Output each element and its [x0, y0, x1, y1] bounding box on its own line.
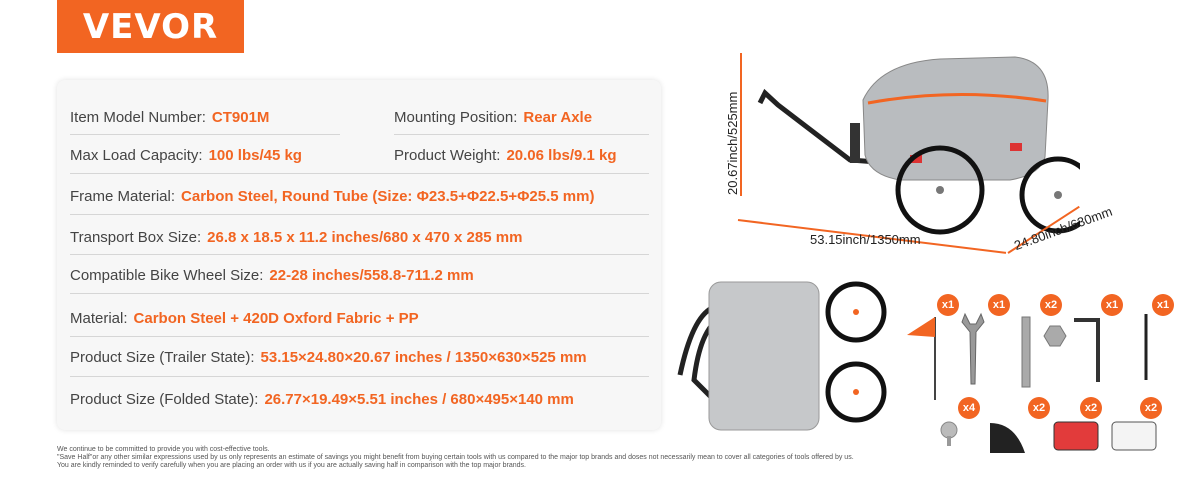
footnote-2: "Save Half"or any other similar expressions used by us only represents an estimate of savings you might benefit from buying certain tools with us compared to the major top brands and doses not necessarily mean to cover all categories of tools offered by us. [57, 454, 854, 461]
left-hub [936, 186, 944, 194]
hitch-bracket [850, 123, 860, 163]
spec-folded-size: Product Size (Folded State): 26.77×19.49×5.51 inches / 680×495×140 mm [70, 391, 574, 408]
right-hub [1054, 191, 1062, 199]
axle-pins-icon [1012, 312, 1072, 392]
width-dimension: 24.80inch/630mm [1012, 203, 1115, 254]
spec-box: Transport Box Size: 26.8 x 18.5 x 11.2 inches/680 x 470 x 285 mm [70, 229, 523, 246]
spec-frame: Frame Material: Carbon Steel, Round Tube (Size: Φ23.5+Φ22.5+Φ25.5 mm) [70, 188, 595, 205]
cargo-cover [863, 57, 1048, 180]
divider [70, 336, 649, 337]
spec-wheel: Compatible Bike Wheel Size: 22-28 inches/558.8-711.2 mm [70, 267, 474, 284]
qty-badge-mudguard: x2 [1028, 397, 1050, 419]
trailer-illustration [740, 45, 1080, 255]
logo-text: VEVOR [82, 6, 219, 47]
spec-mounting: Mounting Position: Rear Axle [394, 109, 593, 126]
height-line [740, 53, 742, 196]
divider [70, 134, 340, 135]
folded-wheel-top-hub [853, 309, 859, 315]
spec-material: Material: Carbon Steel + 420D Oxford Fabric + PP [70, 310, 419, 327]
spec-load: Max Load Capacity: 100 lbs/45 kg [70, 147, 302, 164]
pole-icon [1136, 312, 1156, 382]
qty-badge-axle-pins: x2 [1040, 294, 1062, 316]
red-reflector-icon [1052, 420, 1100, 452]
spec-card [57, 80, 661, 430]
rear-reflector [1010, 143, 1022, 151]
qty-badge-pole: x1 [1152, 294, 1174, 316]
length-dimension: 53.15inch/1350mm [810, 232, 921, 247]
vevor-logo [57, 0, 244, 53]
white-reflector-icon [1110, 420, 1158, 452]
flag-icon [905, 315, 945, 400]
footnote-1: We continue to be committed to provide you with cost-effective tools. [57, 446, 270, 453]
qty-badge-white-reflector: x2 [1140, 397, 1162, 419]
qty-badge-red-reflector: x2 [1080, 397, 1102, 419]
divider [70, 214, 649, 215]
qty-badge-hex-key: x1 [1101, 294, 1123, 316]
spec-trailer-size: Product Size (Trailer State): 53.15×24.80×20.67 inches / 1350×630×525 mm [70, 349, 587, 366]
divider [70, 376, 649, 377]
hex-key-icon [1070, 316, 1106, 386]
height-dimension: 20.67inch/525mm [725, 91, 740, 195]
divider [70, 293, 649, 294]
spec-model: Item Model Number: CT901M [70, 109, 270, 126]
divider [394, 134, 649, 135]
folded-wheel-bottom-hub [853, 389, 859, 395]
qty-badge-screw: x4 [958, 397, 980, 419]
footnote-3: You are kindly reminded to verify carefully when you are placing an order with us if you are actually saving half in comparison with the top major brands. [57, 462, 526, 469]
folded-trailer-illustration [672, 280, 912, 440]
divider [70, 173, 649, 174]
wrench-icon [960, 312, 986, 387]
screw-icon [934, 418, 964, 448]
qty-badge-wrench: x1 [988, 294, 1010, 316]
divider [70, 254, 649, 255]
folded-box [709, 282, 819, 430]
qty-badge-flag: x1 [937, 294, 959, 316]
spec-weight: Product Weight: 20.06 lbs/9.1 kg [394, 147, 617, 164]
mudguard-icon [985, 418, 1030, 458]
